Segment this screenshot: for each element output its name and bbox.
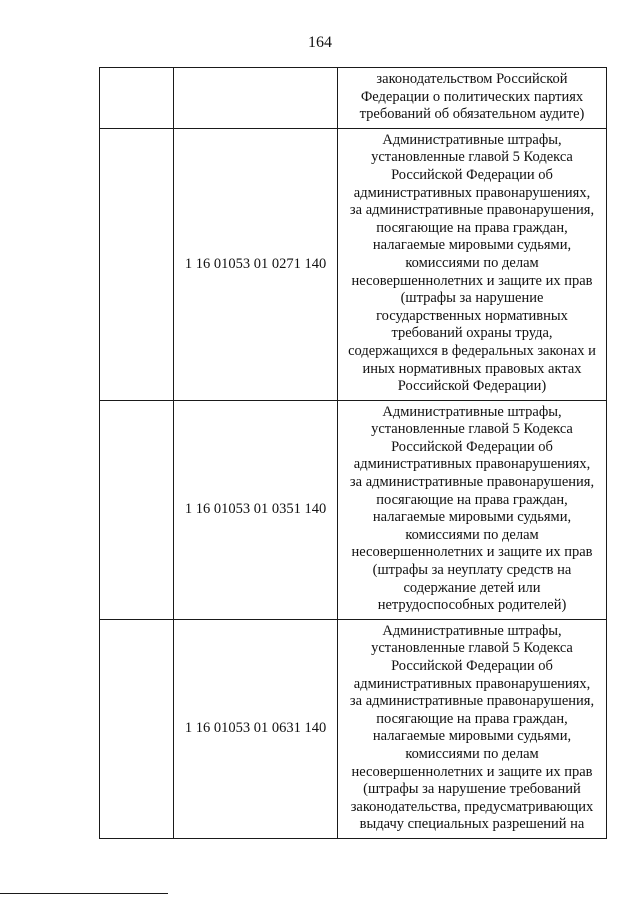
table-row <box>100 128 607 400</box>
description-line: административных правонарушениях, <box>353 456 591 473</box>
description-line: (штрафы за нарушение <box>400 290 544 307</box>
description-line: посягающие на права граждан, <box>376 491 568 508</box>
row-number-cell <box>100 68 174 129</box>
row-number-cell <box>100 619 174 838</box>
description-line: законодательства, предусматривающих <box>350 798 594 815</box>
description-line: требований охраны труда, <box>391 325 553 342</box>
description-line: Российской Федерации об <box>391 166 553 183</box>
description-line: установленные главой 5 Кодекса <box>371 640 573 657</box>
description-line: нетрудоспособных родителей) <box>377 597 567 614</box>
description-line: Административные штрафы, <box>382 622 562 639</box>
description-line: административных правонарушениях, <box>353 184 591 201</box>
description-line: несовершеннолетних и защите их прав <box>351 272 593 289</box>
description-line: иных нормативных правовых актах <box>362 360 582 377</box>
budget-code-cell: 1 16 01053 01 0631 140 <box>174 619 338 838</box>
description-line: Российской Федерации) <box>397 378 547 395</box>
description-line: налагаемые мировыми судьями, <box>372 237 572 254</box>
description-cell <box>338 619 607 838</box>
description-line: несовершеннолетних и защите их прав <box>351 763 593 780</box>
table-body <box>100 68 607 839</box>
table-row <box>100 619 607 838</box>
description-line: Российской Федерации об <box>391 658 553 674</box>
description-line: Административные штрафы, <box>382 403 562 420</box>
description-line: комиссиями по делам <box>405 254 539 271</box>
description-line: посягающие на права граждан, <box>376 710 568 727</box>
table-row <box>100 68 607 129</box>
description-line: налагаемые мировыми судьями, <box>372 509 572 526</box>
description-line: требований об обязательном аудите) <box>359 106 585 123</box>
description-line: посягающие на права граждан, <box>376 219 568 236</box>
budget-codes-table <box>99 67 607 839</box>
budget-code-cell: 1 16 01053 01 0351 140 <box>174 400 338 619</box>
description-line: Административные штрафы, <box>382 131 562 148</box>
footnote-rule <box>0 893 168 894</box>
table-row <box>100 400 607 619</box>
description-line: за административные правонарушения, <box>349 693 595 710</box>
description-line: Российской Федерации об <box>391 438 553 455</box>
description-line: содержащихся в федеральных законах и <box>348 342 596 359</box>
description-line: содержание детей или <box>403 579 541 596</box>
description-line: комиссиями по делам <box>405 745 539 762</box>
description-line: налагаемые мировыми судьями, <box>372 728 572 745</box>
description-line: Федерации о политических партиях <box>360 88 584 105</box>
page-number: 164 <box>308 34 332 51</box>
description-line: комиссиями по делам <box>405 526 539 543</box>
description-line: законодательством Российской <box>376 71 568 87</box>
description-line: (штрафы за нарушение требований <box>363 781 581 798</box>
description-line: административных правонарушениях, <box>353 675 591 692</box>
row-number-cell <box>100 128 174 400</box>
description-line: выдачу специальных разрешений на <box>359 816 585 833</box>
description-line: за административные правонарушения, <box>349 474 595 491</box>
description-line: несовершеннолетних и защите их прав <box>351 544 593 561</box>
description-line: установленные главой 5 Кодекса <box>371 421 573 438</box>
description-cell <box>338 68 607 129</box>
budget-code-cell: 1 16 01053 01 0271 140 <box>174 128 338 400</box>
description-line: (штрафы за неуплату средств на <box>372 562 572 579</box>
description-line: за административные правонарушения, <box>349 202 595 219</box>
description-line: государственных нормативных <box>376 307 568 324</box>
row-number-cell <box>100 400 174 619</box>
description-cell <box>338 128 607 400</box>
budget-code-cell <box>174 68 338 129</box>
description-line: установленные главой 5 Кодекса <box>371 149 573 166</box>
description-cell <box>338 400 607 619</box>
